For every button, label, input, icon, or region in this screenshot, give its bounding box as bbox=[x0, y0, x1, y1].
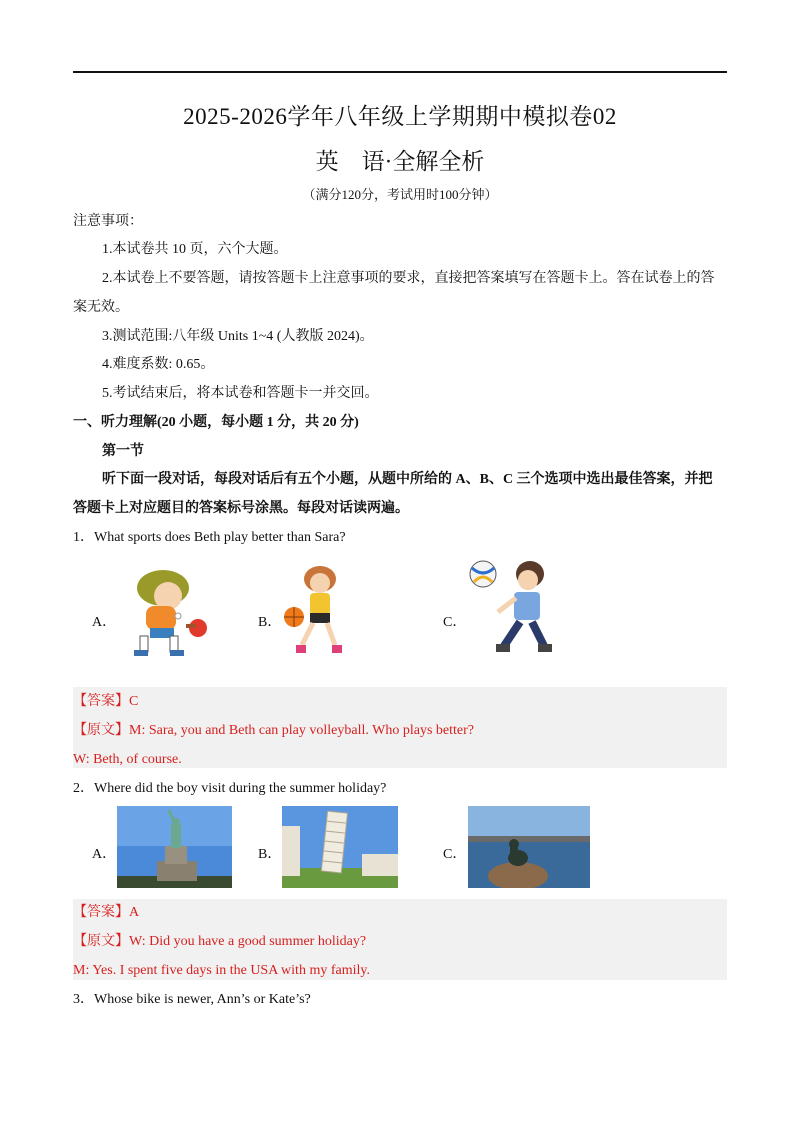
instructions-heading: 注意事项： bbox=[73, 214, 143, 229]
girl-volleyball-image bbox=[466, 556, 560, 658]
page-title: 2025-2026学年八年级上学期期中模拟卷02 bbox=[183, 104, 617, 129]
script-line: W: Did you have a good summer holiday? bbox=[129, 934, 367, 949]
question-number: 3． bbox=[73, 992, 94, 1007]
option-c-label: C． bbox=[443, 847, 467, 862]
instruction-item: 4.难度系数: 0.65。 bbox=[102, 357, 215, 372]
script-label: 【原文】 bbox=[73, 723, 129, 738]
question-2 bbox=[73, 780, 386, 798]
option-a-label: A． bbox=[92, 615, 117, 630]
directions-line: 答题卡上对应题目的答案标号涂黑。每段对话读两遍。 bbox=[73, 501, 409, 516]
option-a-label: A． bbox=[92, 847, 117, 862]
script-line: W: Beth, of course. bbox=[73, 752, 182, 767]
directions-line: 听下面一段对话，每段对话后有五个小题，从题中所给的 A、B、C 三个选项中选出最佳答案，并把 bbox=[102, 472, 713, 487]
option-b-label: B． bbox=[258, 615, 282, 630]
instruction-item: 1.本试卷共 10 页，六个大题。 bbox=[102, 242, 288, 257]
answer-value: C bbox=[129, 694, 139, 709]
script-1 bbox=[73, 722, 474, 740]
part-heading: 第一节 bbox=[102, 444, 144, 459]
script-line: M: Sara, you and Beth can play volleyball. Who plays better? bbox=[129, 723, 474, 738]
question-text: What sports does Beth play better than Sara? bbox=[94, 530, 346, 545]
question-text: Whose bike is newer, Ann’s or Kate’s? bbox=[94, 992, 311, 1007]
question-3 bbox=[73, 991, 311, 1009]
question-text: Where did the boy visit during the summer holiday? bbox=[94, 781, 387, 796]
instruction-item: 3.测试范围:八年级 Units 1~4 (人教版 2024)。 bbox=[102, 329, 374, 344]
section-heading: 一、听力理解(20 小题，每小题 1 分，共 20 分) bbox=[73, 415, 359, 430]
option-b-label: B． bbox=[258, 847, 282, 862]
question-1 bbox=[73, 529, 346, 547]
answer-label: 【答案】 bbox=[73, 694, 129, 709]
instruction-item: 案无效。 bbox=[73, 300, 129, 315]
little-mermaid-statue-photo bbox=[468, 806, 590, 888]
statue-of-liberty-photo bbox=[117, 806, 232, 888]
option-c-label: C． bbox=[443, 615, 467, 630]
question-number: 2． bbox=[73, 781, 94, 796]
script-2 bbox=[73, 933, 366, 951]
answer-value: A bbox=[129, 905, 140, 920]
girl-ping-pong-image bbox=[118, 566, 213, 658]
answer-2 bbox=[73, 904, 139, 922]
instruction-item: 5.考试结束后，将本试卷和答题卡一并交回。 bbox=[102, 386, 379, 401]
answer-1 bbox=[73, 693, 138, 711]
question-number: 1． bbox=[73, 530, 94, 545]
top-rule bbox=[73, 71, 727, 73]
instruction-item: 2.本试卷上不要答题，请按答题卡上注意事项的要求，直接把答案填写在答题卡上。答在试卷上的答 bbox=[102, 271, 715, 286]
script-label: 【原文】 bbox=[73, 934, 129, 949]
girl-basketball-image bbox=[280, 563, 362, 655]
page-subtitle: 英 语·全解全析 bbox=[315, 149, 485, 174]
score-time-note: （满分120分，考试用时100分钟） bbox=[302, 187, 498, 202]
answer-label: 【答案】 bbox=[73, 905, 129, 920]
script-line: M: Yes. I spent five days in the USA with my family. bbox=[73, 963, 370, 978]
leaning-tower-of-pisa-photo bbox=[282, 806, 398, 888]
